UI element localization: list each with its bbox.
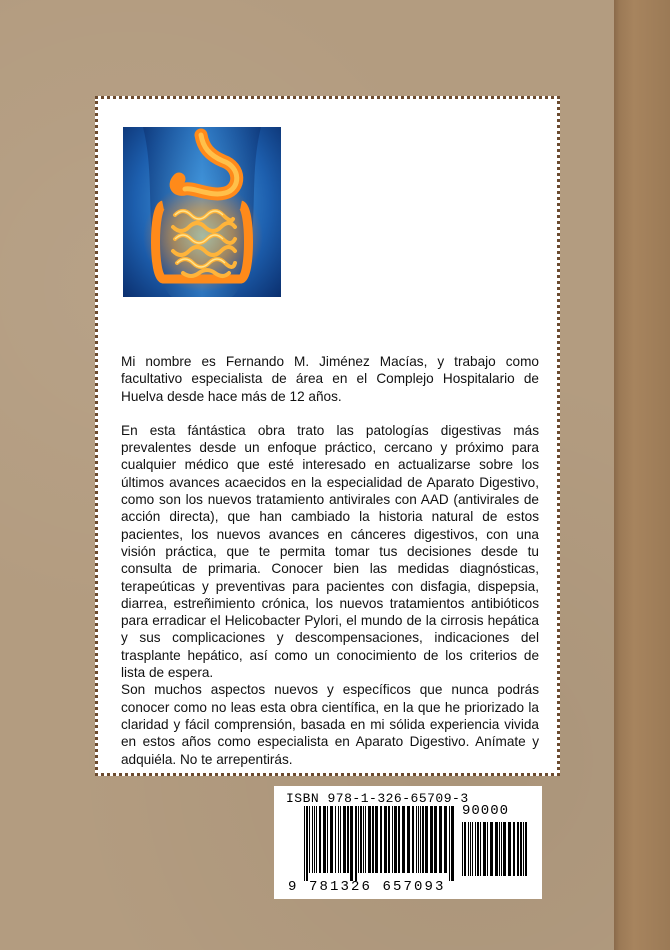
book-spine [614, 0, 670, 950]
digestive-system-illustration [123, 127, 281, 297]
ean-bars [304, 806, 454, 881]
isbn-barcode [274, 786, 542, 899]
ean-digits: 9 781326 657093 [288, 879, 446, 895]
closing-paragraph: Son muchos aspectos nuevos y específicos que nunca podrás conocer como no leas esta obra científica, en la que he priorizado la claridad y fácil comprensión, basada en mi sólida experiencia vivida en estos años como especialista en Aparato Digestivo. Anímate y adquiéla. No te arrepentirás. [121, 682, 539, 767]
addon-bars [462, 822, 528, 884]
book-description [121, 353, 539, 768]
back-cover-panel [95, 96, 560, 776]
author-intro-paragraph: Mi nombre es Fernando M. Jiménez Macías, y trabajo como facultativo especialista de área en el Complejo Hospitalario de Huelva desde hace más de 12 años. [121, 354, 539, 404]
book-summary-paragraph: En esta fántástica obra trato las patologías digestivas más prevalentes desde un enfoque práctico, cercano y próximo para cualquier médico que esté interesado en actualizarse sobre los últimos avances acaecidos en la especialidad de Aparato Digestivo, como son los nuevos tratamiento antivirales con AAD (antivirales de acción directa), que han cambiado la historia natural de estos pacientes, los nuevos avances en cánceres digestivos, con una visión práctica, que te permita tomar tus decisiones desde tu consulta de primaria. Conocer bien las medidas diagnósticas, terapeúticas y preventivas para pacientes con disfagia, dispepsia, diarrea, estreñimiento crónica, los nuevos tratamientos antibióticos para erradicar el Helicobacter Pylori, el mundo de la cirrosis hepática y sus complicaciones y descompensaciones, indicaciones del trasplante hepático, así como un conocimiento de los criterios de lista de espera. [121, 422, 539, 681]
isbn-label: ISBN 978-1-326-65709-3 [286, 791, 469, 806]
price-code: 90000 [462, 803, 510, 819]
